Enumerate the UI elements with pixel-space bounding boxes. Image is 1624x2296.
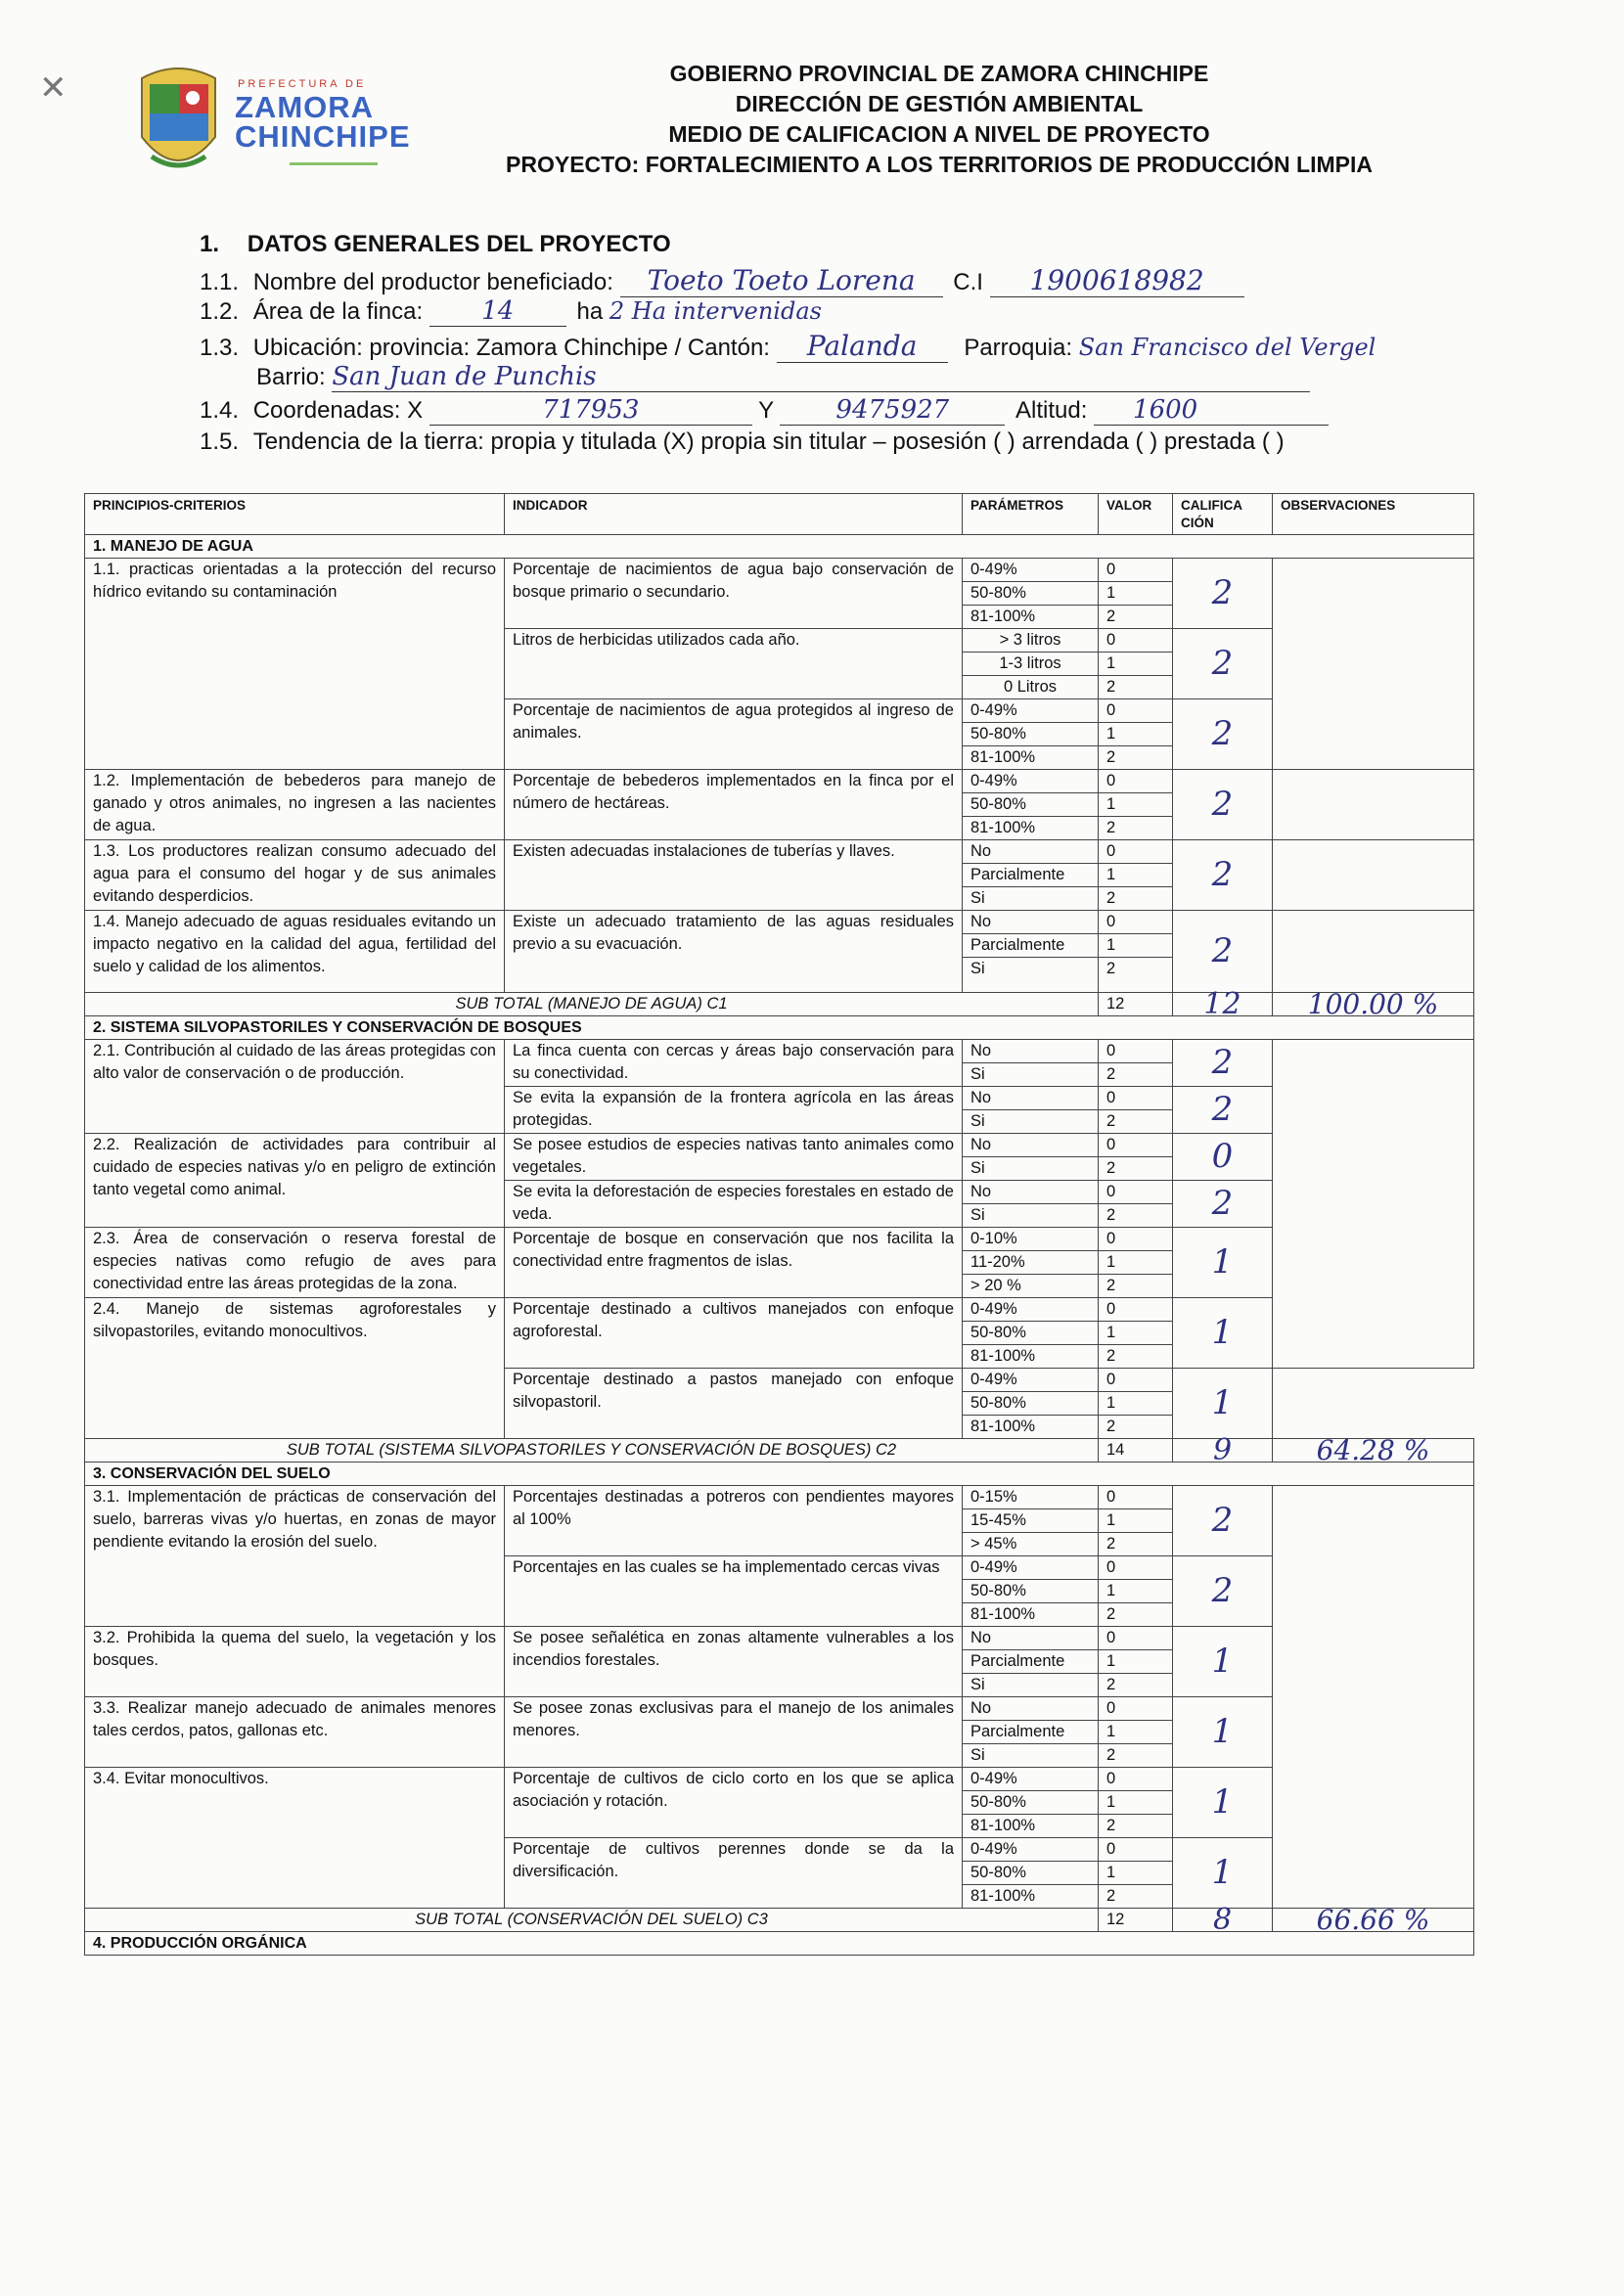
indicator-cell: Se posee estudios de especies nativas tanto animales como vegetales.	[505, 1134, 963, 1181]
ci-label: C.I	[953, 269, 983, 295]
table-row: Porcentajes en las cuales se ha implementado cercas vivas 0-49% 0 2	[85, 1556, 1474, 1580]
ci-value: 1900618982	[990, 264, 1244, 297]
header-criteria: PRINCIPIOS-CRITERIOS	[85, 494, 505, 535]
rating-cell: 2	[1173, 559, 1273, 629]
rating-cell: 2	[1173, 629, 1273, 699]
subtotal-score: 8	[1173, 1909, 1273, 1932]
evaluation-table: PRINCIPIOS-CRITERIOS INDICADOR PARÁMETROS VALOR CALIFICA CIÓN OBSERVACIONES 1. MANEJO DE AGUA 1.1. practicas orientadas a la protección del recurso hídrico evitando su contaminación Porcentaje de nacimientos de agua bajo conservación de bosque primario o secundario. 0-49% 0 2 50-80% 1 81-100% 2 Litros de herbicidas utilizados cada año. > 3 litros 0 2 1-3 litros 1 0 Litros 2 Porcentaje de nacimientos de agua protegidos al ingreso de animales. 0-49% 0 2 50-80% 1 81-100% 2 1.2. Implementación de bebederos para manejo de ganado y otros animales, no ingresen a las nacientes de agua. Porcentaje de bebederos implementados en la finca por el número de hectáreas. 0-49% 0 2 50-80% 1 81-100% 2 1.3. Los productores realizan consumo adecuado del agua para el consumo del hogar y de sus animales evitando desperdicios. Existen adecuadas instalaciones de tuberías y llaves. No 0 2 Parcialmente 1 Si 2 1.4. Manejo adecuado de aguas residuales evitando un impacto negativo en la calidad del agua, fertilidad del suelo y calidad de los alimentos. Existe un adecuado tratamiento de las aguas residuales previo a su evacuación. No 0 2 Parcialmente 1 Si 2 SUB TOTAL (MANEJO DE AGUA) C1 12 12 100.00 % 2. SISTEMA SILVOPASTORILES Y CONSERVACIÓN DE BOSQUES 2.1. Contribución al cuidado de las áreas protegidas con alto valor de conservación o de producción. La finca cuenta con cercas y áreas bajo conservación para su conectividad. No 0 2 Si 2 Se evita la expansión de la frontera agrícola en las áreas protegidas. No 0 2 Si 2 2.2. Realización de actividades para contribuir al cuidado de especies nativas y/o en peligro de extinción tanto vegetal como animal. Se posee estudios de especies nativas tanto animales como vegetales. No 0 0 Si 2 Se evita la deforestación de especies forestales en estado de veda. No 0 2 Si 2 2.3. Área de conservación o reserva forestal de especies nativas como refugio de aves para conectividad entre las áreas protegidas de la zona. Porcentaje de bosque en conservación que nos facilita la conectividad entre fragmentos de islas. 0-10% 0 1 11-20% 1 > 20 % 2 2.4. Manejo de sistemas agroforestales y silvopastoriles, evitando monocultivos. Porcentaje destinado a cultivos manejados con enfoque agroforestal. 0-49% 0 1 50-80% 1 81-100% 2 Porcentaje destinado a pastos manejado con enfoque silvopastoril. 0-49% 0 1 50-80% 1 81-100% 2 SUB TOTAL (SISTEMA SILVOPASTORILES Y CONSERVACIÓN DE BOSQUES) C2 14 9 64.28 % 3. CONSERVACIÓN DEL SUELO 3.1. Implementación de prácticas de conservación del suelo, barreras vivas y/o huertas, en zonas de mayor pendiente evitando la erosión del suelo. Porcentajes destinadas a potreros con pendientes mayores al 100% 0-15% 0 2 15-45% 1 > 45% 2 Porcentajes en las cuales se ha implementado cercas vivas 0-49% 0 2 50-80% 1 81-100% 2 3.2. Prohibida la quema del suelo, la vegetación y los bosques. Se posee señalética en zonas altamente vulnerables a los incendios forestales. No 0 1 Parcialmente 1 Si 2 3.3. Realizar manejo adecuado de animales menores tales cerdos, patos, gallonas etc. Se posee zonas exclusivas para el manejo de los animales menores. No 0 1 Parcialmente 1 Si 2 3.4. Evitar monocultivos. Porcentaje de cultivos de ciclo corto en los que se aplica asociación y rotación. 0-49% 0 1 50-80% 1 81-100% 2 Porcentaje de cultivos perennes donde se da la diversificación. 0-49% 0 1 50-80% 1 81-100% 2 SUB TOTAL (CONSERVACIÓN DEL SUELO) C3 12 8 66.66 % 4. PRODUCCIÓN ORGÁNICA	[84, 493, 1474, 1956]
logo-underline	[290, 162, 378, 165]
canton-value: Palanda	[777, 330, 948, 363]
rating-cell: 1	[1173, 1627, 1273, 1697]
tenure-row: 1.5. Tendencia de la tierra: propia y titulada (X) propia sin titular – posesión ( ) arrendada ( ) prestada ( )	[200, 428, 1285, 455]
logo-name-line2: CHINCHIPE	[235, 119, 411, 154]
subtotal-row	[85, 1909, 1474, 1932]
altitude-label: Altitud:	[1015, 397, 1088, 424]
coords-label: Coordenadas: X	[252, 397, 424, 424]
table-row: 1.2. Implementación de bebederos para manejo de ganado y otros animales, no ingresen a las nacientes de agua. Porcentaje de bebederos implementados en la finca por el número de hectáreas. 0-49% 0 2	[85, 770, 1474, 793]
indicator-cell: Litros de herbicidas utilizados cada año.	[505, 629, 963, 699]
criteria-cell: 1.4. Manejo adecuado de aguas residuales evitando un impacto negativo en la calidad del agua, fertilidad del suelo y calidad de los alimentos.	[85, 911, 505, 993]
ha-label: ha	[576, 298, 604, 325]
area-label: Área de la finca:	[252, 298, 424, 325]
indicator-cell: Porcentaje de cultivos de ciclo corto en los que se aplica asociación y rotación.	[505, 1768, 963, 1838]
rating-cell: 2	[1173, 699, 1273, 770]
table-row: Se evita la expansión de la frontera agrícola en las áreas protegidas. No 0 2	[85, 1087, 1474, 1110]
section-row: 3. CONSERVACIÓN DEL SUELO	[85, 1463, 1474, 1486]
header-rating: CALIFICA CIÓN	[1173, 494, 1273, 535]
observation-cell	[1273, 559, 1474, 770]
rating-cell: 1	[1173, 1697, 1273, 1768]
criteria-cell: 1.1. practicas orientadas a la protección del recurso hídrico evitando su contaminación	[85, 559, 505, 770]
header-indicator: INDICADOR	[505, 494, 963, 535]
rating-cell: 2	[1173, 1181, 1273, 1228]
criteria-cell: 2.3. Área de conservación o reserva forestal de especies nativas como refugio de aves para conectividad entre las áreas protegidas de la zona.	[85, 1228, 505, 1298]
parroquia-label: Parroquia:	[964, 335, 1073, 361]
x-value: 717953	[429, 395, 752, 426]
location-label: Ubicación: provincia: Zamora Chinchipe / Cantón:	[252, 335, 770, 361]
table-row: 2.1. Contribución al cuidado de las áreas protegidas con alto valor de conservación o de producción. La finca cuenta con cercas y áreas bajo conservación para su conectividad. No 0 2	[85, 1040, 1474, 1063]
producer-row: 1.1. Nombre del productor beneficiado: Toeto Toeto Lorena C.I 1900618982	[200, 264, 1244, 297]
tenure-text: Tendencia de la tierra: propia y titulada (X) propia sin titular – posesión ( ) arrendada ( ) prestada ( )	[252, 428, 1285, 455]
header-observations: OBSERVACIONES	[1273, 494, 1474, 535]
rating-cell: 2	[1173, 911, 1273, 993]
rating-cell: 1	[1173, 1298, 1273, 1369]
table-row: Se evita la deforestación de especies forestales en estado de veda. No 0 2	[85, 1181, 1474, 1204]
table-row: 3.2. Prohibida la quema del suelo, la vegetación y los bosques. Se posee señalética en zonas altamente vulnerables a los incendios forestales. No 0 1	[85, 1627, 1474, 1650]
indicator-cell: Porcentaje de nacimientos de agua protegidos al ingreso de animales.	[505, 699, 963, 770]
section-row: 2. SISTEMA SILVOPASTORILES Y CONSERVACIÓN DE BOSQUES	[85, 1016, 1474, 1040]
rating-cell: 2	[1173, 1486, 1273, 1556]
subtotal-row	[85, 1439, 1474, 1463]
header-params: PARÁMETROS	[963, 494, 1099, 535]
header-line-4: PROYECTO: FORTALECIMIENTO A LOS TERRITORIOS DE PRODUCCIÓN LIMPIA	[506, 152, 1373, 177]
indicator-cell: Porcentajes en las cuales se ha implementado cercas vivas	[505, 1556, 963, 1627]
table-row: 3.1. Implementación de prácticas de conservación del suelo, barreras vivas y/o huertas, en zonas de mayor pendiente evitando la erosión del suelo. Porcentajes destinadas a potreros con pendientes mayores al 100% 0-15% 0 2	[85, 1486, 1474, 1509]
indicator-cell: Existen adecuadas instalaciones de tuberías y llaves.	[505, 840, 963, 911]
indicator-cell: Porcentaje de cultivos perennes donde se da la diversificación.	[505, 1838, 963, 1909]
rating-cell: 2	[1173, 770, 1273, 840]
logo-subtitle: PREFECTURA DE	[238, 78, 367, 90]
general-title: 1. DATOS GENERALES DEL PROYECTO	[200, 231, 671, 257]
indicator-cell: Porcentaje de bebederos implementados en la finca por el número de hectáreas.	[505, 770, 963, 840]
producer-value: Toeto Toeto Lorena	[620, 264, 943, 297]
indicator-cell: Se posee zonas exclusivas para el manejo de los animales menores.	[505, 1697, 963, 1768]
table-row: 2.3. Área de conservación o reserva forestal de especies nativas como refugio de aves para conectividad entre las áreas protegidas de la zona. Porcentaje de bosque en conservación que nos facilita la conectividad entre fragmentos de islas. 0-10% 0 1	[85, 1228, 1474, 1251]
producer-label: Nombre del productor beneficiado:	[252, 269, 613, 295]
criteria-cell: 3.1. Implementación de prácticas de conservación del suelo, barreras vivas y/o huertas, en zonas de mayor pendiente evitando la erosión del suelo.	[85, 1486, 505, 1627]
header-value: VALOR	[1099, 494, 1173, 535]
table-row: 2.2. Realización de actividades para contribuir al cuidado de especies nativas y/o en peligro de extinción tanto vegetal como animal. Se posee estudios de especies nativas tanto animales como vegetales. No 0 0	[85, 1134, 1474, 1157]
document-header	[450, 59, 1428, 180]
barrio-label: Barrio:	[256, 364, 326, 390]
rating-cell: 1	[1173, 1228, 1273, 1298]
indicator-cell: Se evita la deforestación de especies forestales en estado de veda.	[505, 1181, 963, 1228]
criteria-cell: 1.2. Implementación de bebederos para manejo de ganado y otros animales, no ingresen a las nacientes de agua.	[85, 770, 505, 840]
rating-cell: 1	[1173, 1838, 1273, 1909]
indicator-cell: Existe un adecuado tratamiento de las aguas residuales previo a su evacuación.	[505, 911, 963, 993]
subtotal-percentage: 100.00 %	[1273, 993, 1474, 1016]
table-row: 1.3. Los productores realizan consumo adecuado del agua para el consumo del hogar y de sus animales evitando desperdicios. Existen adecuadas instalaciones de tuberías y llaves. No 0 2	[85, 840, 1474, 864]
indicator-cell: Porcentaje destinado a pastos manejado con enfoque silvopastoril.	[505, 1369, 963, 1439]
bird-icon: ✕	[39, 69, 68, 107]
table-row: 1.4. Manejo adecuado de aguas residuales evitando un impacto negativo en la calidad del agua, fertilidad del suelo y calidad de los alimentos. Existe un adecuado tratamiento de las aguas residuales previo a su evacuación. No 0 2	[85, 911, 1474, 934]
y-label: Y	[758, 397, 774, 424]
subtotal-percentage: 64.28 %	[1273, 1439, 1474, 1463]
indicator-cell: Porcentaje destinado a cultivos manejados con enfoque agroforestal.	[505, 1298, 963, 1369]
barrio-row	[256, 362, 1310, 392]
table-row: Litros de herbicidas utilizados cada año. > 3 litros 0 2	[85, 629, 1474, 653]
altitude-value: 1600	[1094, 395, 1329, 426]
area-value: 14	[429, 296, 566, 327]
indicator-cell: La finca cuenta con cercas y áreas bajo conservación para su conectividad.	[505, 1040, 963, 1087]
rating-cell: 1	[1173, 1369, 1273, 1439]
subtotal-score: 12	[1173, 993, 1273, 1016]
subtotal-label: SUB TOTAL (CONSERVACIÓN DEL SUELO) C3	[85, 1909, 1099, 1932]
subtotal-label: SUB TOTAL (SISTEMA SILVOPASTORILES Y CONSERVACIÓN DE BOSQUES) C2	[85, 1439, 1099, 1463]
rating-cell: 2	[1173, 1556, 1273, 1627]
subtotal-percentage: 66.66 %	[1273, 1909, 1474, 1932]
criteria-cell: 1.3. Los productores realizan consumo adecuado del agua para el consumo del hogar y de sus animales evitando desperdicios.	[85, 840, 505, 911]
criteria-cell: 3.3. Realizar manejo adecuado de animales menores tales cerdos, patos, gallonas etc.	[85, 1697, 505, 1768]
header-line-2: DIRECCIÓN DE GESTIÓN AMBIENTAL	[735, 91, 1144, 116]
subtotal-max: 12	[1099, 993, 1173, 1016]
table-row: Porcentaje de cultivos perennes donde se da la diversificación. 0-49% 0 1	[85, 1838, 1474, 1862]
rating-cell: 2	[1173, 1040, 1273, 1087]
indicator-cell: Porcentajes destinadas a potreros con pendientes mayores al 100%	[505, 1486, 963, 1556]
coordinates-row: 1.4. Coordenadas: X 717953 Y 9475927 Altitud: 1600	[200, 395, 1329, 426]
rating-cell: 1	[1173, 1768, 1273, 1838]
location-row: 1.3. Ubicación: provincia: Zamora Chinchipe / Cantón: Palanda Parroquia: San Francisco del Vergel	[200, 330, 1376, 362]
criteria-cell: 3.2. Prohibida la quema del suelo, la vegetación y los bosques.	[85, 1627, 505, 1697]
rating-cell: 0	[1173, 1134, 1273, 1181]
prefecture-shield-icon	[132, 59, 225, 186]
subtotal-max: 14	[1099, 1439, 1173, 1463]
subtotal-label: SUB TOTAL (MANEJO DE AGUA) C1	[85, 993, 1099, 1016]
rating-cell: 2	[1173, 1087, 1273, 1134]
table-header-row	[85, 494, 1474, 535]
subtotal-score: 9	[1173, 1439, 1273, 1463]
indicator-cell: Se posee señalética en zonas altamente vulnerables a los incendios forestales.	[505, 1627, 963, 1697]
indicator-cell: Porcentaje de nacimientos de agua bajo conservación de bosque primario o secundario.	[505, 559, 963, 629]
ha-value: 2 Ha intervenidas	[609, 297, 822, 325]
table-row: 3.3. Realizar manejo adecuado de animales menores tales cerdos, patos, gallonas etc. Se posee zonas exclusivas para el manejo de los animales menores. No 0 1	[85, 1697, 1474, 1721]
y-value: 9475927	[780, 395, 1005, 426]
header-line-3: MEDIO DE CALIFICACION A NIVEL DE PROYECTO	[668, 121, 1210, 147]
table-row: 3.4. Evitar monocultivos. Porcentaje de cultivos de ciclo corto en los que se aplica asociación y rotación. 0-49% 0 1	[85, 1768, 1474, 1791]
criteria-cell: 2.4. Manejo de sistemas agroforestales y silvopastoriles, evitando monocultivos.	[85, 1298, 505, 1439]
indicator-cell: Porcentaje de bosque en conservación que nos facilita la conectividad entre fragmentos de islas.	[505, 1228, 963, 1298]
subtotal-max: 12	[1099, 1909, 1173, 1932]
table-row: 2.4. Manejo de sistemas agroforestales y silvopastoriles, evitando monocultivos. Porcentaje destinado a cultivos manejados con enfoque agroforestal. 0-49% 0 1	[85, 1298, 1474, 1322]
logo-name-line1: ZAMORA	[235, 90, 375, 124]
header-line-1: GOBIERNO PROVINCIAL DE ZAMORA CHINCHIPE	[669, 61, 1209, 86]
indicator-cell: Se evita la expansión de la frontera agrícola en las áreas protegidas.	[505, 1087, 963, 1134]
criteria-cell: 3.4. Evitar monocultivos.	[85, 1768, 505, 1909]
parroquia-value: San Francisco del Vergel	[1078, 334, 1376, 361]
criteria-cell: 2.1. Contribución al cuidado de las áreas protegidas con alto valor de conservación o de producción.	[85, 1040, 505, 1134]
section-row: 4. PRODUCCIÓN ORGÁNICA	[85, 1932, 1474, 1956]
section-row: 1. MANEJO DE AGUA	[85, 535, 1474, 559]
barrio-value: San Juan de Punchis	[332, 362, 1310, 392]
subtotal-row	[85, 993, 1474, 1016]
rating-cell: 2	[1173, 840, 1273, 911]
table-row: Porcentaje destinado a pastos manejado con enfoque silvopastoril. 0-49% 0 1	[85, 1369, 1474, 1392]
table-row: 1.1. practicas orientadas a la protección del recurso hídrico evitando su contaminación Porcentaje de nacimientos de agua bajo conservación de bosque primario o secundario. 0-49% 0 2	[85, 559, 1474, 582]
criteria-cell: 2.2. Realización de actividades para contribuir al cuidado de especies nativas y/o en peligro de extinción tanto vegetal como animal.	[85, 1134, 505, 1228]
table-row: Porcentaje de nacimientos de agua protegidos al ingreso de animales. 0-49% 0 2	[85, 699, 1474, 723]
area-row: 1.2. Área de la finca: 14 ha 2 Ha intervenidas	[200, 296, 822, 326]
